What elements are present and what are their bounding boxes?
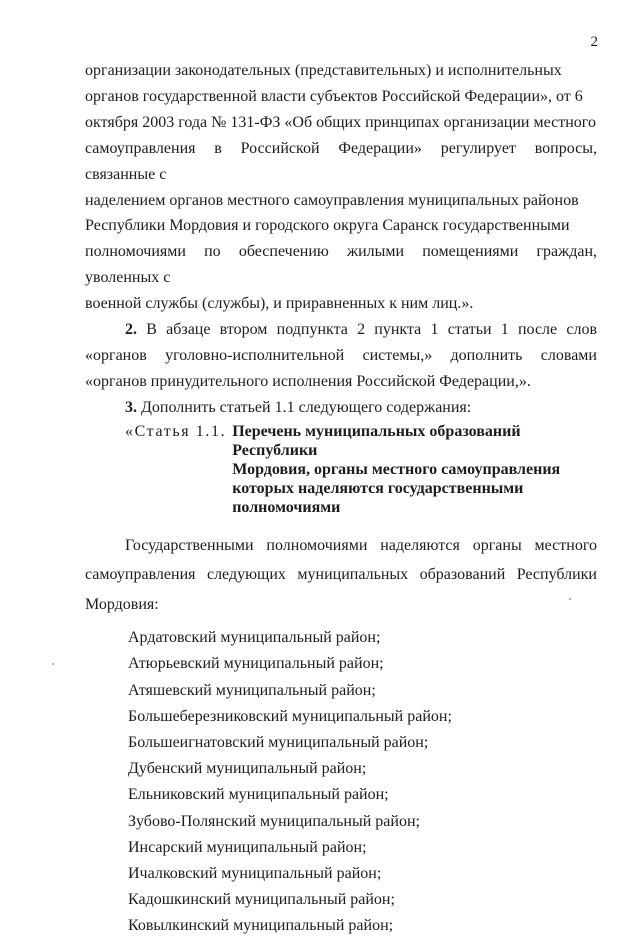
list-item: Ельниковский муниципальный район; (128, 786, 389, 804)
list-item: Ковылкинский муниципальный район; (128, 917, 394, 935)
list-item: Ардатовский муниципальный район; (128, 629, 381, 647)
amendment-item-2 (85, 317, 597, 395)
intro-paragraph (85, 58, 597, 317)
amendment-item-3 (85, 395, 597, 421)
article-title-line: полномочиями (232, 498, 341, 516)
article-title-line: Перечень муниципальных образований Республики (232, 422, 521, 459)
list-item: Зубово-Полянский муниципальный район; (128, 812, 420, 830)
intro-line: самоуправления в Российской Федерации» регулирует вопросы, связанные с (85, 139, 597, 183)
article-title-line: Мордовия, органы местного самоуправления (232, 460, 561, 478)
intro-line: наделением органов местного самоуправления муниципальных районов (85, 191, 579, 209)
list-item: Ичалковский муниципальный район; (128, 864, 382, 882)
list-item: Атяшевский муниципальный район; (128, 681, 376, 699)
article-intro-paragraph: Государственными полномочиями наделяются органы местного самоуправления следующих муниципальных образований Республики Мордовия: (85, 536, 597, 613)
list-item: Кадошкинский муниципальный район; (128, 891, 395, 909)
list-item: Большеберезниковский муниципальный район; (128, 707, 452, 725)
list-item: Атюрьевский муниципальный район; (128, 655, 384, 673)
scan-speck (52, 663, 54, 665)
item-text: В абзаце втором подпункта 2 пункта 1 статьи 1 после слов «органов уголовно-исполнительной системы,» дополнить словами «органов принудительного исполнения Российской Федерации,». (85, 321, 598, 390)
item-number: 3. (125, 398, 137, 416)
list-item: Инсарский муниципальный район; (128, 838, 367, 856)
list-item: Дубенский муниципальный район; (128, 760, 367, 778)
spacer (85, 517, 597, 531)
document-body (85, 58, 597, 939)
article-title (232, 422, 584, 517)
intro-line: полномочиями по обеспечению жилыми помещениями граждан, уволенных с (85, 243, 597, 287)
article-title-line: которых наделяются государственными (232, 479, 524, 497)
district-list (128, 625, 597, 939)
page-number: 2 (590, 34, 598, 50)
intro-line: органов государственной власти субъектов Российской Федерации», от 6 (85, 87, 583, 105)
intro-line: организации законодательных (представительных) и исполнительных (85, 62, 562, 79)
intro-line: Республики Мордовия и городского округа Саранск государственными (85, 217, 570, 235)
scan-speck (569, 598, 571, 600)
intro-line: октября 2003 года № 131-ФЗ «Об общих принципах организации местного (85, 113, 596, 131)
intro-line: военной службы (службы), и приравненных к ним лиц.». (85, 295, 474, 313)
article-heading (125, 422, 597, 517)
item-text: Дополнить статьей 1.1 следующего содержания: (141, 398, 472, 416)
list-item: Большеигнатовский муниципальный район; (128, 733, 429, 751)
item-number: 2. (125, 321, 137, 339)
article-label: «Статья 1.1. (125, 422, 227, 440)
